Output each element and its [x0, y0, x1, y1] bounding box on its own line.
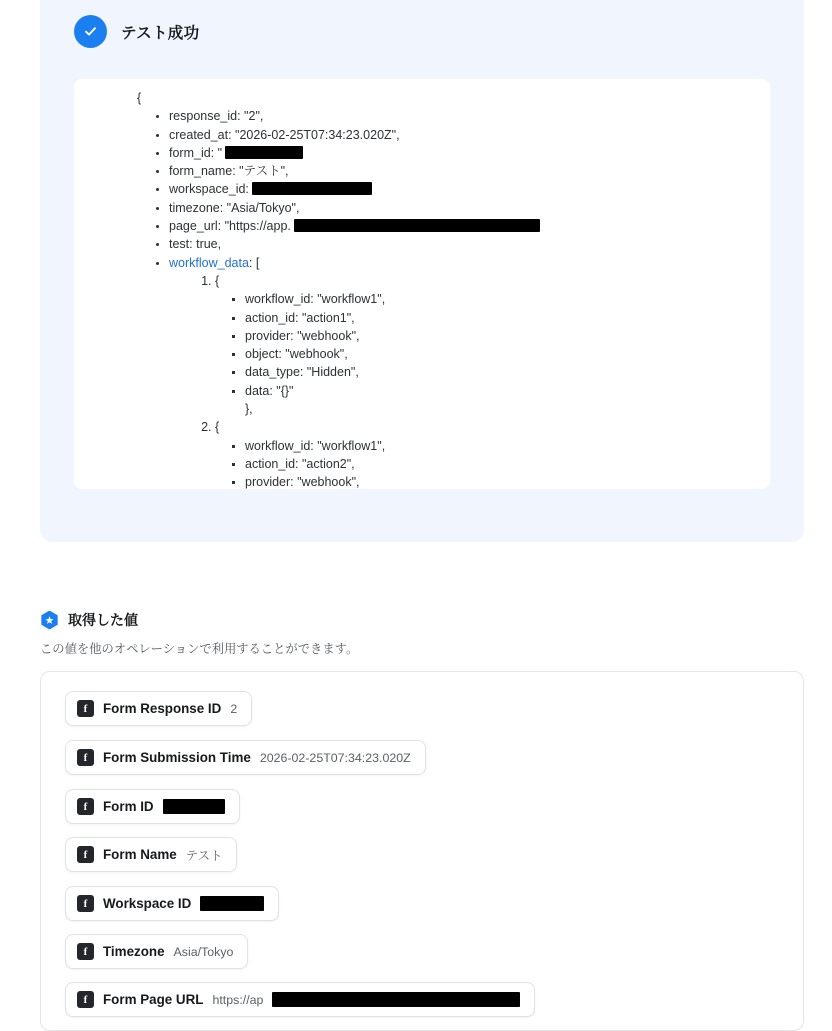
redacted-block [163, 799, 225, 814]
workflow-data-suffix: : [ [248, 255, 260, 270]
captured-values-card [40, 671, 804, 1031]
captured-value-chip[interactable] [65, 886, 279, 921]
workflow-item [215, 272, 770, 418]
captured-value-text: 2026-02-25T07:34:23.020Z [259, 750, 411, 765]
captured-value-text: https://ap [212, 992, 264, 1007]
captured-values-subtitle: この値を他のオペレーションで利用することができます。 [40, 642, 359, 656]
test-success-title: テスト成功 [121, 24, 200, 42]
check-icon [74, 15, 107, 48]
captured-value-chip[interactable] [65, 691, 252, 726]
captured-value-text: テスト [185, 848, 223, 863]
json-field [169, 144, 770, 162]
captured-value-label: Form ID [103, 799, 154, 814]
captured-values-title: 取得した値 [68, 612, 138, 628]
json-response-card [74, 79, 770, 489]
workflow-item-field: ▪ provider: "webhook", [245, 473, 770, 489]
workflow-data-key[interactable]: workflow_data [169, 255, 249, 270]
form-field-icon: f [77, 895, 94, 912]
captured-value-label: Timezone [103, 944, 165, 959]
json-field-workflow-data[interactable] [169, 254, 770, 489]
redacted-block [225, 146, 303, 159]
star-hex-icon [40, 611, 59, 630]
workflow-item-open-brace: { [215, 273, 220, 288]
workflow-item-open-brace: { [215, 420, 220, 435]
test-success-header [74, 15, 199, 48]
json-field-text: timezone: "Asia/Tokyo", [169, 200, 300, 215]
json-response-body [74, 79, 770, 489]
workflow-item-field: ▪ workflow_id: "workflow1", [245, 290, 770, 308]
captured-value-chip[interactable] [65, 934, 248, 969]
form-field-icon: f [77, 700, 94, 717]
captured-value-label: Form Page URL [103, 992, 204, 1007]
workflow-items-list [169, 272, 770, 489]
json-field-text: workspace_id: [169, 182, 249, 197]
form-field-icon: f [77, 749, 94, 766]
captured-value-chip[interactable] [65, 982, 535, 1017]
test-success-panel [40, 0, 804, 542]
json-field [169, 235, 770, 253]
redacted-block [252, 182, 372, 195]
captured-value-label: Form Submission Time [103, 750, 251, 765]
workflow-item-fields [215, 437, 770, 489]
form-field-icon: f [77, 943, 94, 960]
workflow-item-field: ▪ action_id: "action2", [245, 455, 770, 473]
captured-value-label: Workspace ID [103, 896, 192, 911]
workflow-item [215, 418, 770, 489]
workflow-item-field: ▪ provider: "webhook", [245, 327, 770, 345]
captured-value-chip[interactable] [65, 740, 426, 775]
captured-value-chip[interactable] [65, 837, 237, 872]
workflow-item-field: ▪ workflow_id: "workflow1", [245, 437, 770, 455]
redacted-block [272, 992, 520, 1007]
form-field-icon: f [77, 798, 94, 815]
workflow-item-field: ▪ data: "{}" [245, 382, 770, 400]
json-field [169, 107, 770, 125]
json-field-text: page_url: "https://app. [169, 219, 291, 234]
json-field-text: form_id: " [169, 145, 223, 160]
form-field-icon: f [77, 991, 94, 1008]
form-field-icon: f [77, 846, 94, 863]
workflow-item-close-brace: }, [245, 402, 253, 417]
workflow-item-field: ▪ object: "webhook", [245, 345, 770, 363]
json-field-text: response_id: "2", [169, 109, 264, 124]
captured-value-chip[interactable] [65, 789, 240, 824]
json-field-text: test: true, [169, 237, 222, 252]
json-field [169, 162, 770, 180]
json-field [169, 217, 770, 235]
captured-value-label: Form Response ID [103, 701, 222, 716]
workflow-item-field: ▪ action_id: "action1", [245, 309, 770, 327]
json-open-brace: { [137, 91, 142, 105]
json-field [169, 180, 770, 198]
json-field-text: form_name: "テスト", [169, 164, 289, 179]
redacted-block [200, 896, 264, 911]
json-root-list [74, 107, 770, 489]
workflow-item-field: ▪ data_type: "Hidden", [245, 363, 770, 381]
redacted-block [294, 219, 540, 232]
captured-value-text: Asia/Tokyo [173, 944, 234, 959]
workflow-item-fields [215, 290, 770, 400]
captured-value-text: 2 [230, 701, 238, 716]
captured-values-header [40, 610, 138, 630]
json-field [169, 126, 770, 144]
captured-value-label: Form Name [103, 847, 177, 862]
json-field-text: created_at: "2026-02-25T07:34:23.020Z", [169, 127, 400, 142]
json-field [169, 199, 770, 217]
